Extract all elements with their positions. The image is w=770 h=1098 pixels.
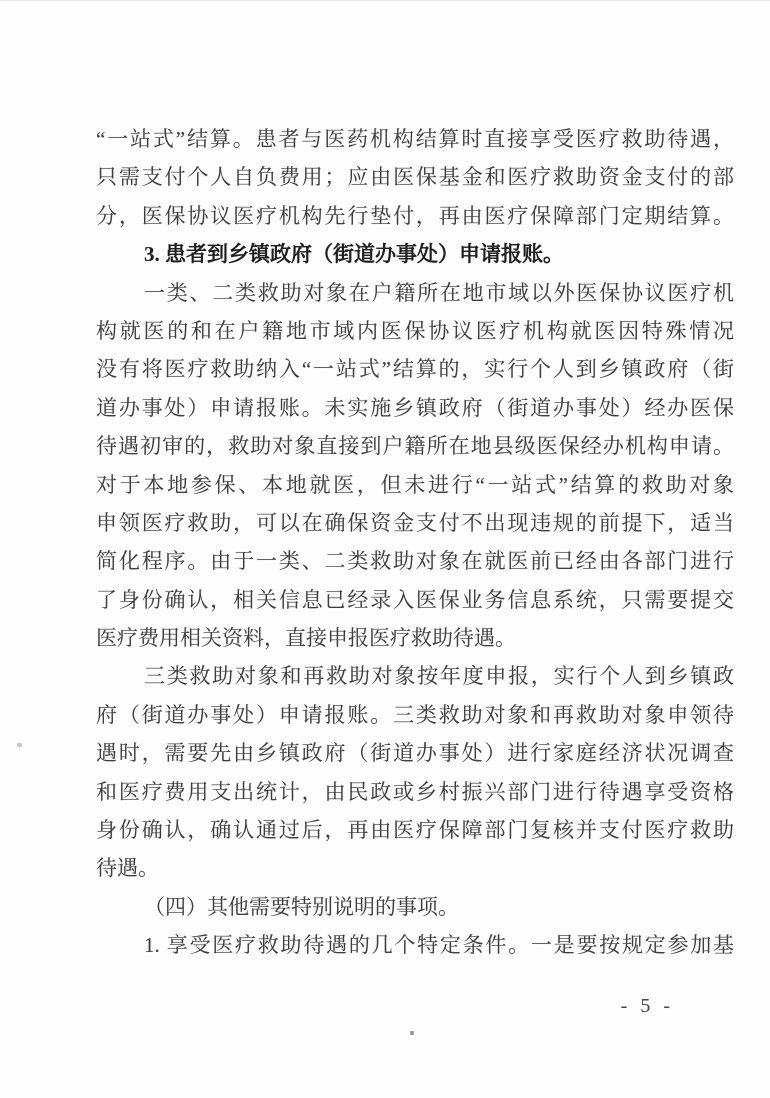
text-line: 简化程序。由于一类、二类救助对象在就医前已经由各部门进行 (96, 549, 734, 574)
text-line: 只需支付个人自负费用；应由医保基金和医疗救助资金支付的部 (96, 165, 734, 190)
scan-artifact-dot (410, 1031, 414, 1035)
page-number: - 5 - (620, 995, 674, 1017)
scan-artifact-dot (17, 743, 22, 747)
text-line: 构就医的和在户籍地市域内医保协议医疗机构就医因特殊情况 (96, 318, 734, 343)
text-line: 身份确认，确认通过后，再由医疗保障部门复核并支付医疗救助 (96, 818, 734, 843)
text-line: （四）其他需要特别说明的事项。 (144, 894, 459, 919)
text-line: 待遇。 (96, 856, 159, 881)
text-line: 三类救助对象和再救助对象按年度申报，实行个人到乡镇政 (144, 664, 734, 689)
text-line: 申领医疗救助，可以在确保资金支付不出现违规的前提下，适当 (96, 510, 734, 535)
text-line: 对于本地参保、本地就医，但未进行“一站式”结算的救助对象 (96, 472, 734, 497)
text-line: 了身份确认，相关信息已经录入医保业务信息系统，只需要提交 (96, 587, 734, 612)
text-line: “一站式”结算。患者与医药机构结算时直接享受医疗救助待遇， (96, 127, 734, 151)
text-line: 待遇初审的，救助对象直接到户籍所在地县级医保经办机构申请。 (96, 434, 734, 459)
text-line: 没有将医疗救助纳入“一站式”结算的，实行个人到乡镇政府（街 (96, 357, 734, 382)
text-line: 一类、二类救助对象在户籍所在地市域以外医保协议医疗机 (144, 280, 734, 305)
section-heading: 3. 患者到乡镇政府（街道办事处）申请报账。 (144, 242, 564, 267)
text-line: 分，医保协议医疗机构先行垫付，再由医疗保障部门定期结算。 (96, 203, 734, 228)
text-line: 府（街道办事处）申请报账。三类救助对象和再救助对象申领待 (96, 702, 734, 727)
text-line: 医疗费用相关资料，直接申报医疗救助待遇。 (96, 626, 516, 651)
text-line: 道办事处）申请报账。未实施乡镇政府（街道办事处）经办医保 (96, 395, 734, 420)
text-line: 遇时，需要先由乡镇政府（街道办事处）进行家庭经济状况调查 (96, 741, 734, 766)
text-line: 和医疗费用支出统计，由民政或乡村振兴部门进行待遇享受资格 (96, 779, 734, 804)
document-body (96, 120, 734, 965)
text-line: 1. 享受医疗救助待遇的几个特定条件。一是要按规定参加基 (144, 933, 734, 958)
